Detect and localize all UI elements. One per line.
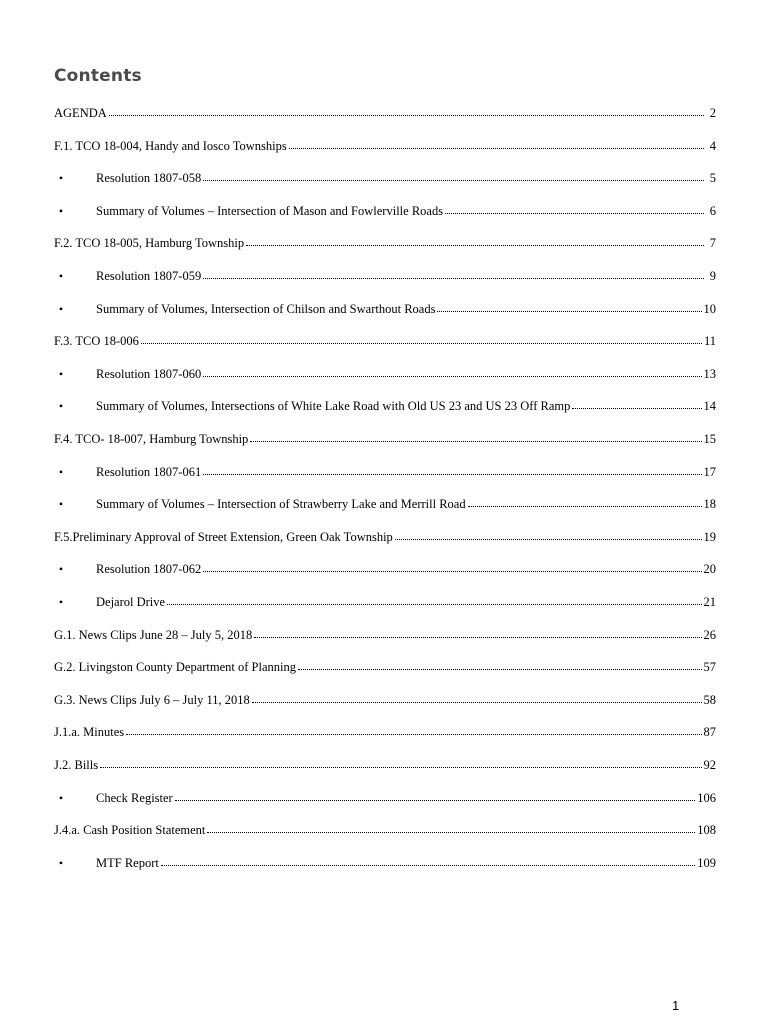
toc-entry-title: Resolution 1807-060: [96, 366, 202, 381]
dot-leader: [175, 788, 696, 801]
toc-entry-page: 15: [703, 432, 716, 446]
toc-entry-title: Summary of Volumes, Intersection of Chilson and Swarthout Roads: [96, 301, 436, 316]
toc-entry-page: 14: [703, 399, 716, 414]
dot-leader: [141, 331, 702, 344]
dot-leader: [203, 168, 704, 181]
toc-entry[interactable]: [54, 821, 716, 839]
toc-entry-title: F.5.Preliminary Approval of Street Extension, Green Oak Township: [54, 529, 393, 544]
toc-entry-page: 10: [703, 301, 716, 316]
toc-entry-page: 6: [709, 203, 716, 218]
toc-entry-page: 58: [703, 692, 716, 707]
toc-entry[interactable]: [54, 430, 716, 448]
dot-leader: [246, 233, 704, 246]
dot-leader: [445, 201, 704, 214]
dot-leader: [437, 299, 701, 312]
dot-leader: [126, 722, 701, 735]
toc-entry[interactable]: [54, 332, 716, 350]
bullet-icon: •: [58, 464, 64, 479]
toc-entry-title: F.1. TCO 18-004, Handy and Iosco Townships: [54, 138, 287, 153]
dot-leader: [252, 690, 702, 703]
toc-subentry[interactable]: [58, 267, 716, 285]
bullet-icon: •: [58, 562, 64, 577]
toc-entry-title: F.2. TCO 18-005, Hamburg Township: [54, 236, 245, 251]
toc-entry-title: J.1.a. Minutes: [54, 725, 125, 740]
toc-entry-title: F.3. TCO 18-006: [54, 334, 139, 349]
toc-entry-page: 9: [709, 269, 716, 283]
toc-subentry[interactable]: [58, 593, 716, 611]
toc-subentry[interactable]: [58, 495, 716, 513]
toc-entry-page: 13: [703, 366, 716, 381]
toc-entry-title: Summary of Volumes – Intersection of Strawberry Lake and Merrill Road: [96, 497, 466, 512]
toc-entry-page: 106: [697, 790, 716, 805]
dot-leader: [468, 494, 702, 507]
dot-leader: [167, 592, 701, 605]
bullet-icon: •: [58, 399, 64, 414]
bullet-icon: •: [58, 269, 64, 283]
toc-entry-title: G.1. News Clips June 28 – July 5, 2018: [54, 627, 253, 642]
dot-leader: [207, 820, 695, 833]
toc-entry-page: 109: [697, 855, 716, 870]
toc-subentry[interactable]: [58, 300, 716, 318]
toc-entry-title: F.4. TCO- 18-007, Hamburg Township: [54, 432, 249, 446]
toc-entry-page: 18: [703, 497, 716, 512]
toc-subentry[interactable]: [58, 463, 716, 481]
toc-entry-title: MTF Report: [96, 855, 159, 870]
toc-entry-title: Resolution 1807-062: [96, 562, 202, 577]
toc-entry-title: Check Register: [96, 790, 173, 805]
toc-entry-page: 57: [703, 660, 716, 675]
dot-leader: [203, 559, 701, 572]
toc-entry-title: Summary of Volumes, Intersections of White Lake Road with Old US 23 and US 23 Off Ramp: [96, 399, 571, 414]
toc-subentry[interactable]: [58, 854, 716, 872]
toc-subentry[interactable]: [58, 397, 716, 415]
toc-entry[interactable]: [54, 626, 716, 644]
dot-leader: [298, 657, 702, 670]
toc-subentry[interactable]: [58, 365, 716, 383]
toc-entry-title: G.2. Livingston County Department of Planning: [54, 660, 296, 675]
bullet-icon: •: [58, 595, 64, 609]
dot-leader: [203, 364, 701, 377]
dot-leader: [109, 103, 704, 116]
toc-entry-page: 20: [703, 562, 716, 577]
dot-leader: [203, 462, 701, 475]
dot-leader: [250, 429, 701, 442]
toc-entry-page: 17: [703, 464, 716, 479]
bullet-icon: •: [58, 855, 64, 870]
dot-leader: [203, 266, 704, 279]
dot-leader: [289, 136, 704, 149]
toc-entry-page: 7: [709, 236, 716, 251]
toc-subentry[interactable]: [58, 202, 716, 220]
bullet-icon: •: [58, 203, 64, 218]
bullet-icon: •: [58, 790, 64, 805]
toc-entry-page: 26: [703, 627, 716, 642]
toc-entry-title: J.2. Bills: [54, 758, 99, 772]
dot-leader: [572, 396, 701, 409]
toc-entry-title: Resolution 1807-061: [96, 464, 202, 479]
toc-entry-page: 11: [703, 334, 716, 349]
toc-subentry[interactable]: [58, 789, 716, 807]
bullet-icon: •: [58, 171, 64, 186]
toc-entry-page: 19: [703, 529, 716, 544]
toc-entry-title: G.3. News Clips July 6 – July 11, 2018: [54, 692, 250, 707]
toc-entry-page: 21: [703, 595, 716, 609]
toc-entry-title: AGENDA: [54, 106, 107, 120]
toc-entry[interactable]: [54, 756, 716, 774]
dot-leader: [254, 625, 701, 638]
toc-subentry[interactable]: [58, 560, 716, 578]
toc-entry-page: 108: [697, 823, 716, 838]
toc-entry-title: Summary of Volumes – Intersection of Mason and Fowlerville Roads: [96, 203, 444, 218]
toc-entry[interactable]: [54, 723, 716, 741]
toc-subentry[interactable]: [58, 169, 716, 187]
toc-entry-page: 92: [703, 758, 716, 772]
toc-entry-page: 4: [709, 138, 716, 153]
toc-entry[interactable]: [54, 528, 716, 546]
bullet-icon: •: [58, 301, 64, 316]
toc-entry-page: 5: [709, 171, 716, 186]
dot-leader: [395, 527, 702, 540]
bullet-icon: •: [58, 366, 64, 381]
toc-entry-title: Dejarol Drive: [96, 595, 166, 609]
toc-entry[interactable]: [54, 137, 716, 155]
toc-entry-page: 87: [703, 725, 716, 740]
toc-entry[interactable]: [54, 691, 716, 709]
toc-entry[interactable]: [54, 234, 716, 252]
toc-entry-title: Resolution 1807-058: [96, 171, 202, 186]
toc-entry[interactable]: [54, 104, 716, 122]
page-number: 1: [672, 998, 680, 1013]
dot-leader: [161, 853, 695, 866]
contents-heading: Contents: [54, 66, 142, 86]
toc-entry[interactable]: [54, 658, 716, 676]
toc-entry-page: 2: [709, 106, 716, 120]
toc-entry-title: Resolution 1807-059: [96, 269, 202, 283]
dot-leader: [100, 755, 701, 768]
bullet-icon: •: [58, 497, 64, 512]
toc-entry-title: J.4.a. Cash Position Statement: [54, 823, 206, 838]
